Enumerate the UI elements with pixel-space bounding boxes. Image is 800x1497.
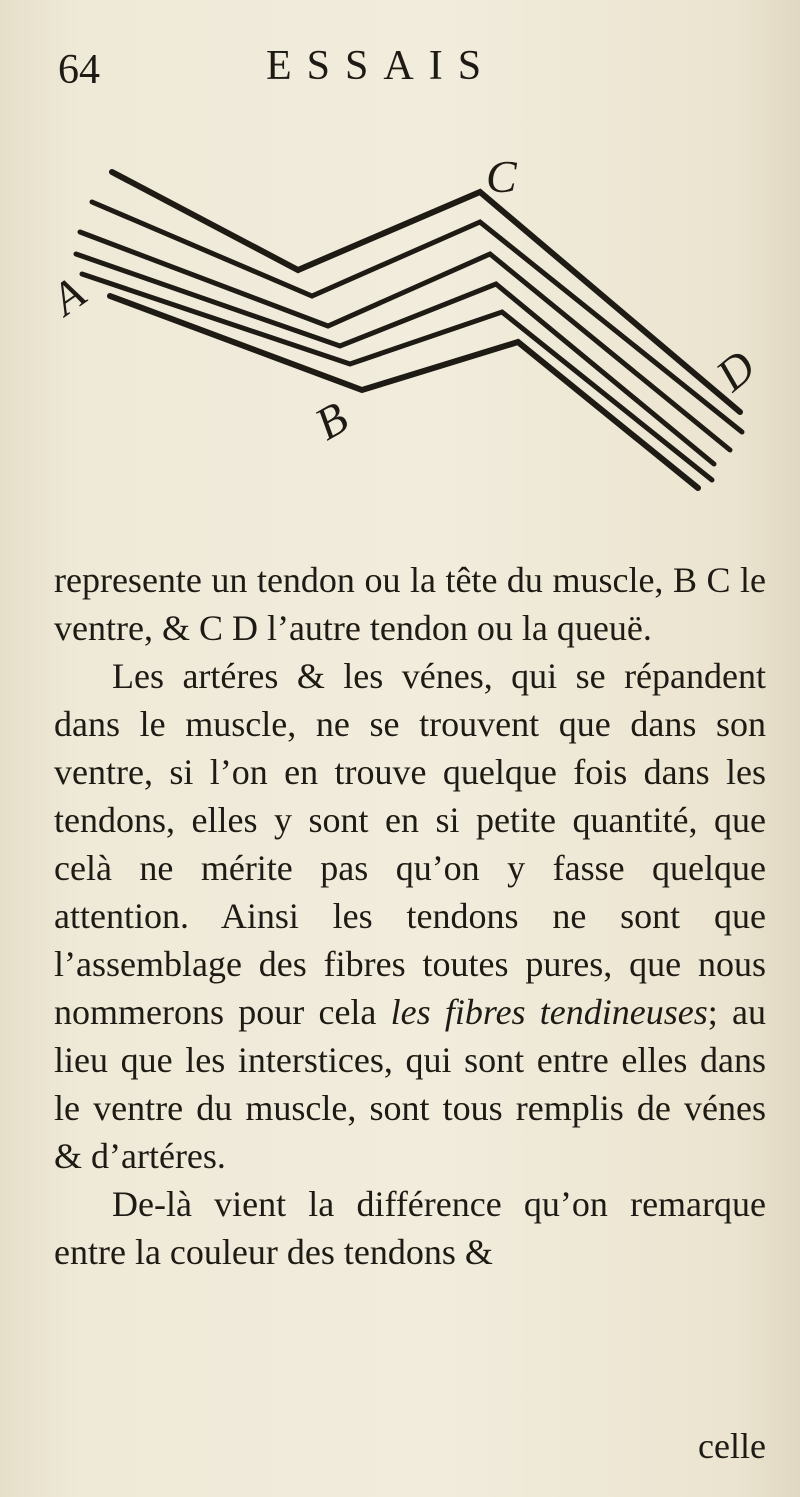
catchword: celle bbox=[698, 1426, 766, 1466]
label-d: D bbox=[706, 340, 765, 401]
paragraph-1-text: represente un tendon ou la tête du muscle, B C le ventre, & C D l’autre tendon ou la queuë. bbox=[54, 560, 766, 648]
paragraph-2-text-b: ; au lieu que les interstices, qui sont entre elles dans le ventre du muscle, sont tous remplis de vénes & d’artéres. bbox=[54, 992, 767, 1176]
paragraph-2-italic: les fibres tendineuses bbox=[390, 992, 708, 1032]
muscle-diagram bbox=[41, 150, 770, 500]
label-b: B bbox=[306, 391, 357, 450]
paragraph-2-text-a: Les artéres & les vénes, qui se répandent dans le muscle, ne se trouvent que dans son ventre, si l’on en trouve quelque fois dans les tendons, elles y sont en si petite quantité, que celà ne mérite pas qu’on y fasse quelque attention. Ainsi les tendons ne sont que l’assemblage des fibres toutes pures, que nous nommerons pour cela bbox=[54, 656, 766, 1032]
fiber-line-1 bbox=[112, 172, 740, 412]
page-header bbox=[0, 32, 800, 102]
muscle-diagram-svg bbox=[41, 150, 770, 500]
label-c: C bbox=[486, 151, 517, 202]
running-head: ESSAIS bbox=[266, 43, 497, 89]
page-number: 64 bbox=[58, 47, 100, 93]
paragraph-3-text: De-là vient la différence qu’on remarque entre la couleur des tendons & bbox=[54, 1184, 766, 1272]
paragraph-3 bbox=[54, 1180, 766, 1276]
label-a: A bbox=[41, 266, 95, 325]
paragraph-2 bbox=[54, 652, 766, 1180]
paragraph-1 bbox=[54, 556, 766, 652]
body-text bbox=[54, 556, 766, 1276]
